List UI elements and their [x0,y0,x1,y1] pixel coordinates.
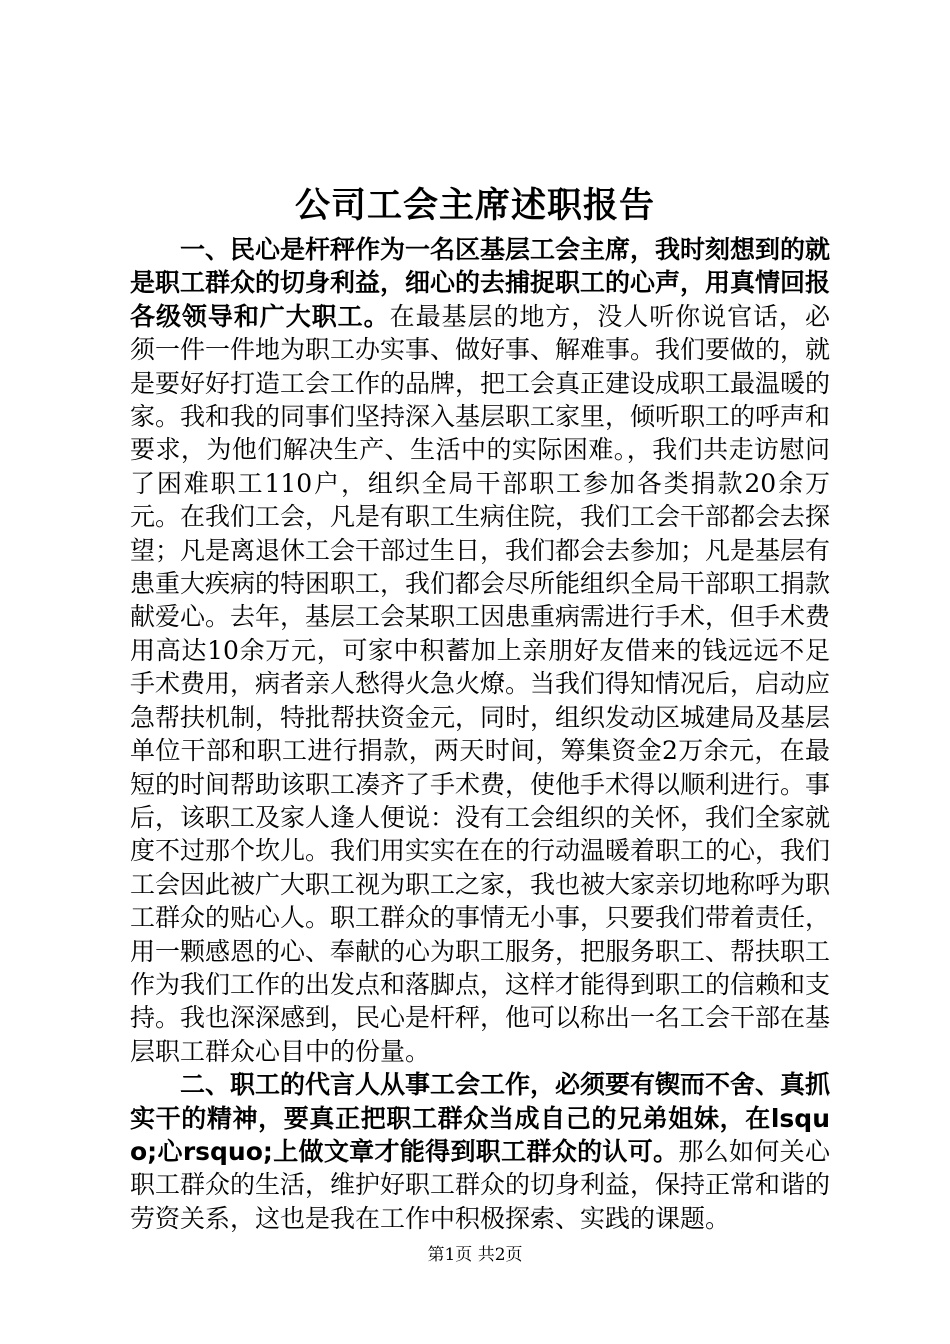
document-title: 公司工会主席述职报告 [294,186,655,226]
paragraph-2-heading: 二、职工的代言人从事工会工作，必须要有锲而不舍、真抓实干的精神，要真正把职工群众当成自己的兄弟姐妹，在lsquo;心rsquo;上做文章才能得到职工群众的认可。 [130,1070,831,1166]
document-body [130,233,830,1235]
paragraph-2 [130,1068,830,1235]
paragraph-1-heading: 一、民心是杆秤作为一名区基层工会主席，我时刻想到的就是职工群众的切身利益，细心的去捕捉职工的心声，用真情回报各级领导和广大职工。 [130,235,831,331]
page-number-footer: 第1页 共2页 [427,1245,523,1265]
paragraph-1 [130,233,830,1068]
paragraph-2-text: 那么如何关心职工群众的生活，维护好职工群众的切身利益，保持正常和谐的劳资关系，这也是我在工作中积极探索、实践的课题。 [130,1136,831,1233]
paragraph-1-text: 在最基层的地方，没人听你说官话，必须一件一件地为职工办实事、做好事、解难事。我们要做的，就是要好好打造工会工作的品牌，把工会真正建设成职工最温暖的家。我和我的同事们坚持深入基层职工家里，倾听职工的呼声和要求，为他们解决生产、生活中的实际困难。，我们共走访慰问了困难职工110户，组织全局干部职工参加各类捐款20余万元。在我们工会，凡是有职工生病住院，我们工会干部都会去探望；凡是离退休工会干部过生日，我们都会去参加；凡是基层有患重大疾病的特困职工，我们都会尽所能组织全局干部职工捐款献爱心。去年，基层工会某职工因患重病需进行手术，但手术费用高达10余万元，可家中积蓄加上亲朋好友借来的钱远远不足手术费用，病者亲人愁得火急火燎。当我们得知情况后，启动应急帮扶机制，特批帮扶资金元，同时，组织发动区城建局及基层单位干部和职工进行捐款，两天时间，筹集资金2万余元，在最短的时间帮助该职工凑齐了手术费，使他手术得以顺利进行。事后，该职工及家人逢人便说：没有工会组织的关怀，我们全家就度不过那个坎儿。我们用实实在在的行动温暖着职工的心，我们工会因此被广大职工视为职工之家，我也被大家亲切地称呼为职工群众的贴心人。职工群众的事情无小事，只要我们带着责任，用一颗感恩的心、奉献的心为职工服务，把服务职工、帮扶职工作为我们工作的出发点和落脚点，这样才能得到职工的信赖和支持。我也深深感到，民心是杆秤，他可以称出一名工会干部在基层职工群众心目中的份量。 [130,301,831,1066]
